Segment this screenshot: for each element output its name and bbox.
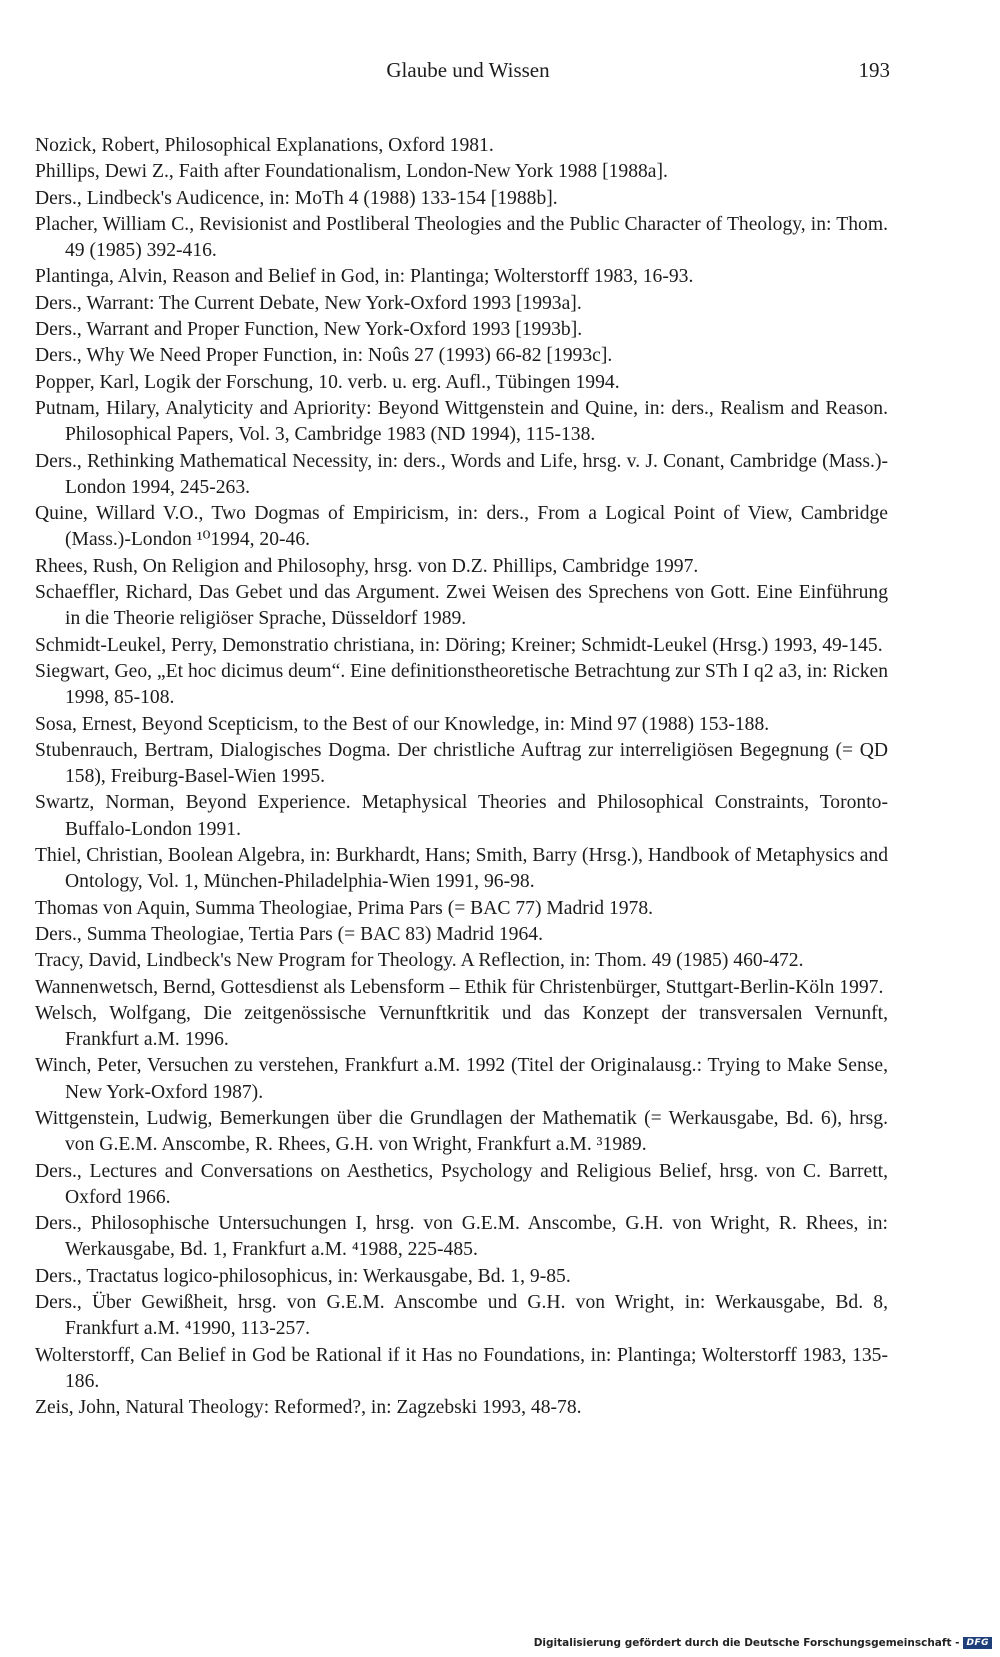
- footer-text: Digitalisierung gefördert durch die Deutsche Forschungsgemeinschaft -: [533, 1637, 960, 1649]
- bibliography-entry: Stubenrauch, Bertram, Dialogisches Dogma. Der christliche Auftrag zur interreligiösen Begegnung (= QD 158), Freiburg-Basel-Wien 1995.: [35, 739, 888, 788]
- bibliography-entry: Wolterstorff, Can Belief in God be Rational if it Has no Foundations, in: Plantinga; Wolterstorff 1983, 135-186.: [35, 1344, 888, 1392]
- bibliography-entry: Placher, William C., Revisionist and Postliberal Theologies and the Public Character of Theology, in: Thom. 49 (1985) 392-416.: [35, 213, 888, 262]
- bibliography-entry: Thiel, Christian, Boolean Algebra, in: Burkhardt, Hans; Smith, Barry (Hrsg.), Handbook of Metaphysics and Ontology, Vol. 1, München-Philadelphia-Wien 1991, 96-98.: [35, 845, 888, 893]
- running-title: Glaube und Wissen: [386, 58, 550, 82]
- bibliography-entry: Ders., Lectures and Conversations on Aesthetics, Psychology and Religious Belief, hrsg. von C. Barrett, Oxford 1966.: [35, 1160, 888, 1208]
- bibliography-entry: Ders., Summa Theologiae, Tertia Pars (= BAC 83) Madrid 1964.: [35, 923, 543, 945]
- bibliography-entry: Rhees, Rush, On Religion and Philosophy, hrsg. von D.Z. Phillips, Cambridge 1997.: [35, 555, 699, 577]
- page-number: 193: [858, 58, 890, 82]
- bibliography-entry: Schmidt-Leukel, Perry, Demonstratio christiana, in: Döring; Kreiner; Schmidt-Leukel (Hrsg.) 1993, 49-145.: [35, 634, 883, 656]
- bibliography-entry: Sosa, Ernest, Beyond Scepticism, to the Best of our Knowledge, in: Mind 97 (1988) 153-188.: [35, 713, 770, 735]
- bibliography-entry: Schaeffler, Richard, Das Gebet und das Argument. Zwei Weisen des Sprechens von Gott. Eine Einführung in die Theorie religiöser Sprache, Düsseldorf 1989.: [35, 582, 888, 630]
- bibliography-entry: Ders., Lindbeck's Audicence, in: MoTh 4 (1988) 133-154 [1988b].: [35, 187, 558, 209]
- bibliography-entry: Welsch, Wolfgang, Die zeitgenössische Vernunftkritik und das Konzept der transversalen Vernunft, Frankfurt a.M. 1996.: [35, 1002, 888, 1051]
- bibliography-entry: Winch, Peter, Versuchen zu verstehen, Frankfurt a.M. 1992 (Titel der Originalausg.: Trying to Make Sense, New York-Oxford 1987).: [35, 1055, 888, 1103]
- bibliography-entry: Wannenwetsch, Bernd, Gottesdienst als Lebensform – Ethik für Christenbürger, Stuttgart-Berlin-Köln 1997.: [35, 976, 884, 998]
- digitization-footer: [534, 1635, 992, 1651]
- bibliography-entry: Plantinga, Alvin, Reason and Belief in God, in: Plantinga; Wolterstorff 1983, 16-93.: [35, 266, 694, 288]
- bibliography-entry: Zeis, John, Natural Theology: Reformed?, in: Zagzebski 1993, 48-78.: [35, 1397, 582, 1419]
- bibliography-entry: Ders., Über Gewißheit, hrsg. von G.E.M. Anscombe und G.H. von Wright, in: Werkausgabe, Bd. 8, Frankfurt a.M. ⁴1990, 113-257.: [35, 1292, 888, 1340]
- bibliography-entry: Putnam, Hilary, Analyticity and Apriority: Beyond Wittgenstein and Quine, in: ders., Realism and Reason. Philosophical Papers, Vol. 3, Cambridge 1983 (ND 1994), 115-138.: [35, 397, 888, 446]
- bibliography-entry: Wittgenstein, Ludwig, Bemerkungen über die Grundlagen der Mathematik (= Werkausgabe, Bd. 6), hrsg. von G.E.M. Anscombe, R. Rhees, G.H. von Wright, Frankfurt a.M. ³1989.: [35, 1107, 888, 1156]
- bibliography-entry: Ders., Warrant: The Current Debate, New York-Oxford 1993 [1993a].: [35, 292, 582, 314]
- running-header: [0, 56, 1000, 86]
- bibliography-entry: Ders., Why We Need Proper Function, in: Noûs 27 (1993) 66-82 [1993c].: [35, 345, 613, 367]
- bibliography-entry: Popper, Karl, Logik der Forschung, 10. verb. u. erg. Aufl., Tübingen 1994.: [35, 371, 620, 393]
- bibliography-entry: Quine, Willard V.O., Two Dogmas of Empiricism, in: ders., From a Logical Point of View, Cambridge (Mass.)-London ¹⁰1994, 20-46.: [35, 503, 888, 551]
- bibliography-entry: Nozick, Robert, Philosophical Explanations, Oxford 1981.: [35, 135, 494, 156]
- bibliography-entry: Phillips, Dewi Z., Faith after Foundationalism, London-New York 1988 [1988a].: [35, 161, 668, 183]
- bibliography-entry: Tracy, David, Lindbeck's New Program for Theology. A Reflection, in: Thom. 49 (1985) 460-472.: [35, 950, 804, 972]
- bibliography-entry: Swartz, Norman, Beyond Experience. Metaphysical Theories and Philosophical Constraints, Toronto-Buffalo-London 1991.: [35, 792, 888, 840]
- bibliography-entry: Thomas von Aquin, Summa Theologiae, Prima Pars (= BAC 77) Madrid 1978.: [35, 897, 654, 919]
- bibliography-entry: Ders., Warrant and Proper Function, New York-Oxford 1993 [1993b].: [35, 319, 583, 341]
- bibliography-entry: Ders., Rethinking Mathematical Necessity, in: ders., Words and Life, hrsg. v. J. Conant, Cambridge (Mass.)-London 1994, 245-263.: [35, 450, 888, 498]
- dfg-logo: DFG: [963, 1637, 992, 1649]
- bibliography-entry: Siegwart, Geo, „Et hoc dicimus deum“. Eine definitionstheoretische Betrachtung zur STh I q2 a3, in: Ricken 1998, 85-108.: [35, 660, 888, 709]
- bibliography-entry: Ders., Tractatus logico-philosophicus, in: Werkausgabe, Bd. 1, 9-85.: [35, 1265, 571, 1287]
- bibliography-list: [35, 133, 888, 1422]
- bibliography-entry: Ders., Philosophische Untersuchungen I, hrsg. von G.E.M. Anscombe, G.H. von Wright, R. Rhees, in: Werkausgabe, Bd. 1, Frankfurt a.M. ⁴1988, 225-485.: [35, 1213, 888, 1261]
